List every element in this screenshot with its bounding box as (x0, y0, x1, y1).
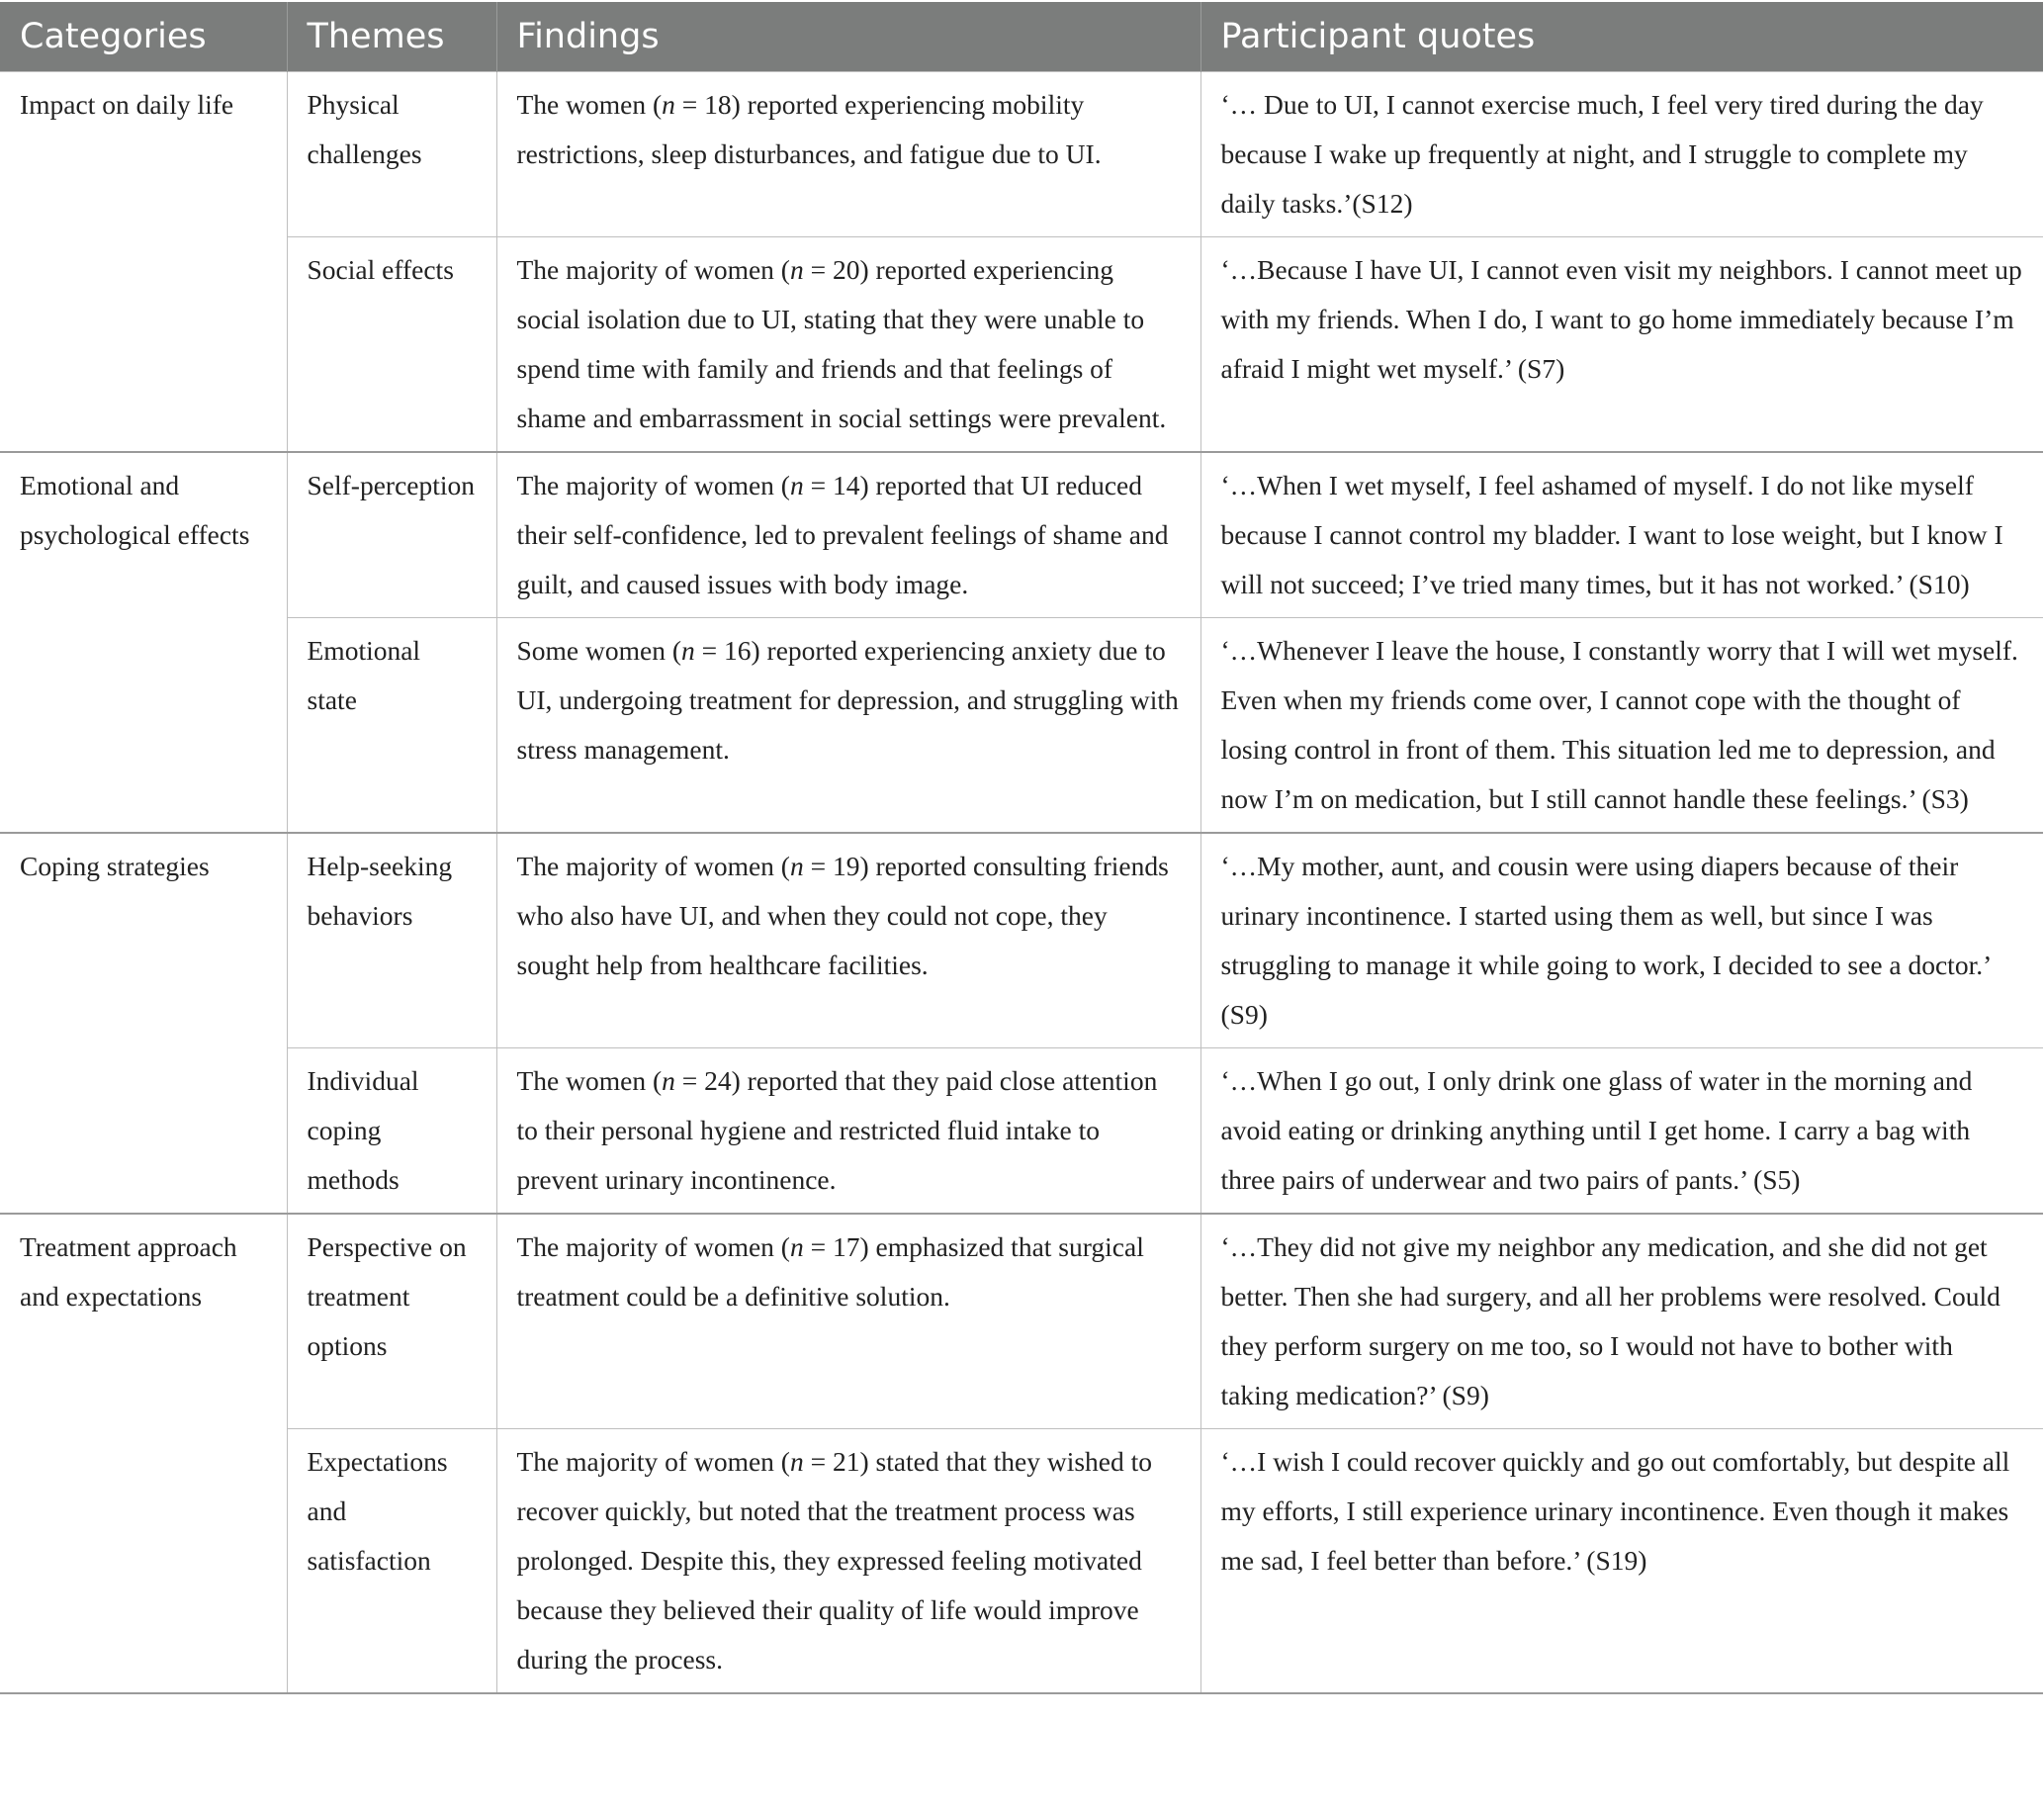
category-cell: Coping strategies (0, 833, 287, 1214)
header-row (0, 2, 2043, 72)
finding-text-pre: The majority of women ( (516, 254, 790, 285)
quote-cell: ‘… Due to UI, I cannot exercise much, I feel very tired during the day because I wake up frequently at night, and I struggle to complete my daily tasks.’(S12) (1200, 72, 2043, 237)
sample-size-symbol: n (662, 1065, 675, 1096)
finding-text-pre: The majority of women ( (516, 1446, 790, 1477)
qualitative-findings-table (0, 2, 2043, 1694)
finding-text-post: = 18) reported experiencing mobility restrictions, sleep disturbances, and fatigue due to UI. (516, 89, 1102, 169)
quote-cell: ‘…They did not give my neighbor any medication, and she did not get better. Then she had surgery, and all her problems were resolved. Could they perform surgery on me too, so I would not have to bother with taking medication?’ (S9) (1200, 1214, 2043, 1429)
finding-text-pre: The majority of women ( (516, 851, 790, 881)
header-participant-quotes: Participant quotes (1200, 2, 2043, 72)
sample-size-symbol: n (789, 254, 804, 285)
theme-cell: Social effects (287, 237, 496, 453)
table-row (0, 452, 2043, 618)
finding-cell (496, 1214, 1200, 1429)
quote-cell: ‘…Whenever I leave the house, I constantly worry that I will wet myself. Even when my friends come over, I cannot cope with the thought of losing control in front of them. This situation led me to depression, and now I’m on medication, but I still cannot handle these feelings.’ (S3) (1200, 618, 2043, 834)
category-cell: Emotional and psychological effects (0, 452, 287, 833)
quote-cell: ‘…Because I have UI, I cannot even visit my neighbors. I cannot meet up with my friends. When I do, I want to go home immediately because I’m afraid I might wet myself.’ (S7) (1200, 237, 2043, 453)
finding-cell (496, 72, 1200, 237)
theme-cell: Emotional state (287, 618, 496, 834)
finding-text-post: = 16) reported experiencing anxiety due to UI, undergoing treatment for depression, and struggling with stress management. (516, 635, 1179, 765)
theme-cell: Help-seeking behaviors (287, 833, 496, 1048)
sample-size-symbol: n (789, 1446, 804, 1477)
finding-cell (496, 237, 1200, 453)
finding-text-post: = 19) reported consulting friends who also have UI, and when they could not cope, they sought help from healthcare facilities. (516, 851, 1169, 980)
category-cell: Treatment approach and expectations (0, 1214, 287, 1693)
theme-cell: Perspective on treatment options (287, 1214, 496, 1429)
table-row (0, 618, 2043, 834)
finding-text-pre: The majority of women ( (516, 470, 790, 500)
finding-cell (496, 833, 1200, 1048)
finding-text-post: = 17) emphasized that surgical treatment could be a definitive solution. (516, 1231, 1144, 1312)
table-row (0, 1048, 2043, 1215)
table-row (0, 1429, 2043, 1694)
header-themes: Themes (287, 2, 496, 72)
table-row (0, 237, 2043, 453)
sample-size-symbol: n (789, 470, 804, 500)
sample-size-symbol: n (789, 851, 804, 881)
finding-text-post: = 24) reported that they paid close attention to their personal hygiene and restricted fluid intake to prevent urinary incontinence. (516, 1065, 1158, 1195)
finding-text-pre: Some women ( (516, 635, 682, 666)
sample-size-symbol: n (662, 89, 675, 120)
finding-text-pre: The majority of women ( (516, 1231, 790, 1262)
table-row (0, 833, 2043, 1048)
theme-cell: Expectations and satisfaction (287, 1429, 496, 1694)
finding-cell (496, 1429, 1200, 1694)
table-row (0, 1214, 2043, 1429)
finding-text-post: = 21) stated that they wished to recover quickly, but noted that the treatment process was prolonged. Despite this, they expressed feeling motivated because they believed their quality of life would improve during the process. (516, 1446, 1153, 1675)
finding-cell (496, 618, 1200, 834)
table-row (0, 72, 2043, 237)
sample-size-symbol: n (789, 1231, 804, 1262)
quote-cell: ‘…When I wet myself, I feel ashamed of myself. I do not like myself because I cannot control my bladder. I want to lose weight, but I know I will not succeed; I’ve tried many times, but it has not worked.’ (S10) (1200, 452, 2043, 618)
sample-size-symbol: n (681, 635, 695, 666)
header-findings: Findings (496, 2, 1200, 72)
finding-cell (496, 452, 1200, 618)
finding-text-post: = 20) reported experiencing social isolation due to UI, stating that they were unable to spend time with family and friends and that feelings of shame and embarrassment in social settings were prevalent. (516, 254, 1167, 433)
finding-text-pre: The women ( (516, 1065, 663, 1096)
theme-cell: Physical challenges (287, 72, 496, 237)
quote-cell: ‘…My mother, aunt, and cousin were using diapers because of their urinary incontinence. I started using them as well, but since I was struggling to manage it while going to work, I decided to see a doctor.’ (S9) (1200, 833, 2043, 1048)
finding-cell (496, 1048, 1200, 1215)
header-categories: Categories (0, 2, 287, 72)
category-cell: Impact on daily life (0, 72, 287, 453)
theme-cell: Individual coping methods (287, 1048, 496, 1215)
finding-text-post: = 14) reported that UI reduced their self-confidence, led to prevalent feelings of shame and guilt, and caused issues with body image. (516, 470, 1169, 599)
finding-text-pre: The women ( (516, 89, 663, 120)
quote-cell: ‘…When I go out, I only drink one glass of water in the morning and avoid eating or drinking anything until I get home. I carry a bag with three pairs of underwear and two pairs of pants.’ (S5) (1200, 1048, 2043, 1215)
quote-cell: ‘…I wish I could recover quickly and go out comfortably, but despite all my efforts, I still experience urinary incontinence. Even though it makes me sad, I feel better than before.’ (S19) (1200, 1429, 2043, 1694)
theme-cell: Self-perception (287, 452, 496, 618)
